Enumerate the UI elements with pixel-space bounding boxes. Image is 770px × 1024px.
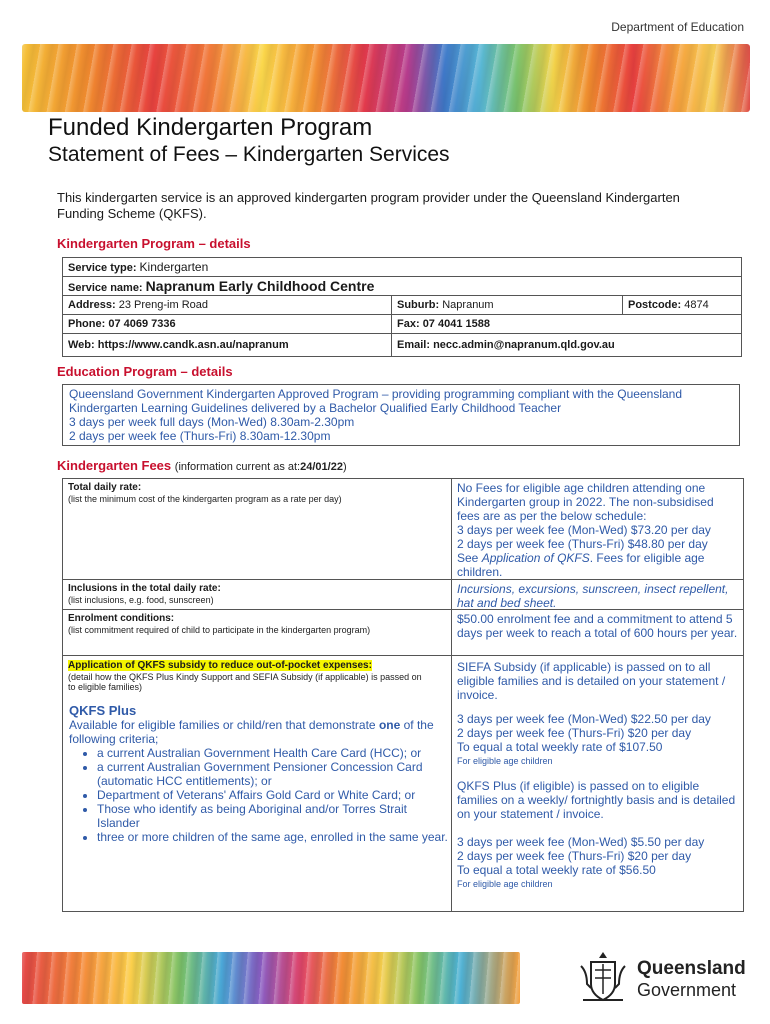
qkfs-plus-title: QKFS Plus — [69, 703, 137, 718]
web-link[interactable]: https://www.candk.asn.au/napranum — [97, 339, 289, 351]
fees-table — [62, 478, 744, 912]
application-qkfs-link[interactable]: Application of QKFS — [481, 551, 590, 565]
qkfs-note: For eligible age children — [457, 879, 553, 889]
siefa-note: For eligible age children — [457, 756, 553, 766]
education-program-heading: Education Program – details — [57, 364, 233, 379]
education-line: Queensland Government Kindergarten Approved Program – providing programming compliant with the Queensland — [69, 387, 683, 401]
education-line: 2 days per week fee (Thurs-Fri) 8.30am-12.30pm — [69, 429, 331, 443]
total-daily-value-cell: No Fees for eligible age children attending one Kindergarten group in 2022. The non-subsidised fees are as per the below schedule: 3 days per week fee (Mon-Wed) $73.20 per day 2 days per week fee (Thurs-Fri) $48.80 per day See Application of QKFS. Fees for eligible age children. — [457, 481, 714, 579]
address-cell: Address: 23 Preng-im Road — [63, 296, 392, 315]
criteria-item: • Department of Veterans' Affairs Gold Card or White Card; or — [97, 788, 451, 802]
service-name-cell: Service name: Napranum Early Childhood Centre — [63, 277, 742, 296]
criteria-list — [63, 746, 451, 844]
service-type-cell: Service type: Kindergarten — [63, 258, 742, 277]
logo-word-government: Government — [637, 980, 737, 1000]
postcode-cell: Postcode: 4874 — [623, 296, 742, 315]
fax-cell: Fax: 07 4041 1588 — [392, 315, 742, 334]
logo-word-queensland: Queensland — [637, 958, 746, 979]
header-banner — [22, 44, 750, 112]
subsidy-values-cell — [452, 655, 743, 911]
application-cell: Application of QKFS subsidy to reduce out-of-pocket expenses: (detail how the QKFS Plus Kindy Support and SEFIA Subsidy (if applicable) is passed on to eligible families) QKFS Plus Available for eligible families or child/ren that demonstrate one of the following criteria; • a current Australian Government Health Care Card (HCC); or • a current Australian Government Pensioner Concession Card (automatic HCC entitlements); or • Department of Veterans' Affairs Gold Card or White Card; or • Those who identify as being Aboriginal and/or Torres Strait Islander • three or more children of the same age, enrolled in the same year. — [63, 655, 451, 911]
coat-of-arms-icon — [575, 948, 631, 1006]
page-title: Funded Kindergarten Program — [48, 114, 373, 141]
education-line: Kindergarten Learning Guidelines delivered by a Bachelor Qualified Early Childhood Teacher — [69, 401, 562, 415]
inclusions-value-cell: Incursions, excursions, sunscreen, insect repellent, hat and bed sheet. — [452, 579, 743, 608]
fees-right-column — [452, 479, 743, 911]
enrolment-value-cell: $50.00 enrolment fee and a commitment to attend 5 days per week to reach a total of 600 hours per year. — [452, 609, 743, 656]
web-cell: Web: https://www.candk.asn.au/napranum — [63, 334, 392, 357]
footer-banner — [22, 952, 520, 1004]
criteria-item: • a current Australian Government Pensioner Concession Card (automatic HCC entitlements); or — [97, 760, 451, 788]
fees-left-column — [63, 479, 452, 911]
education-program-box — [62, 384, 740, 446]
qkfs-plus-intro: Available for eligible families or child/ren that demonstrate one of the following criteria; — [69, 718, 434, 746]
page-subtitle: Statement of Fees – Kindergarten Services — [48, 143, 450, 166]
total-daily-label-cell: Total daily rate: (list the minimum cost of the kindergarten program as a rate per day) — [68, 482, 342, 504]
criteria-item: • three or more children of the same age, enrolled in the same year. — [97, 830, 451, 844]
qkfs-plus-value: QKFS Plus (if eligible) is passed on to eligible families on a weekly/ fortnightly basis and is detailed on your statement / invoice. — [457, 779, 736, 821]
phone-cell: Phone: 07 4069 7336 — [63, 315, 392, 334]
inclusions-label-cell: Inclusions in the total daily rate: (list inclusions, e.g. food, sunscreen) — [63, 579, 451, 608]
department-label: Department of Education — [611, 20, 744, 34]
siefa-fee-lines: 3 days per week fee (Mon-Wed) $22.50 per day 2 days per week fee (Thurs-Fri) $20 per day To equal a total weekly rate of $107.50 — [457, 712, 711, 754]
intro-paragraph: This kindergarten service is an approved kindergarten program provider under the Queensland Kindergarten Funding Scheme (QKFS). — [57, 190, 680, 221]
fees-heading: Kindergarten Fees (information current as at:24/01/22) — [57, 458, 347, 473]
email-cell: Email: necc.admin@napranum.qld.gov.au — [392, 334, 742, 357]
program-details-table — [62, 257, 742, 357]
criteria-item: • Those who identify as being Aboriginal and/or Torres Strait Islander — [97, 802, 451, 830]
siefa-value: SIEFA Subsidy (if applicable) is passed on to all eligible families and is detailed on your statement / invoice. — [457, 660, 726, 702]
queensland-government-logo — [571, 948, 751, 1008]
program-details-heading: Kindergarten Program – details — [57, 236, 251, 251]
fees-info-date: (information current as at:24/01/22) — [174, 461, 347, 473]
enrolment-label-cell: Enrolment conditions: (list commitment required of child to participate in the kindergarten program) — [63, 609, 451, 656]
qkfs-fee-lines: 3 days per week fee (Mon-Wed) $5.50 per day 2 days per week fee (Thurs-Fri) $20 per day To equal a total weekly rate of $56.50 — [457, 835, 705, 877]
suburb-cell: Suburb: Napranum — [392, 296, 623, 315]
criteria-item: • a current Australian Government Health Care Card (HCC); or — [97, 746, 451, 760]
email-link[interactable]: necc.admin@napranum.qld.gov.au — [433, 339, 615, 351]
education-line: 3 days per week full days (Mon-Wed) 8.30am-2.30pm — [69, 415, 355, 429]
